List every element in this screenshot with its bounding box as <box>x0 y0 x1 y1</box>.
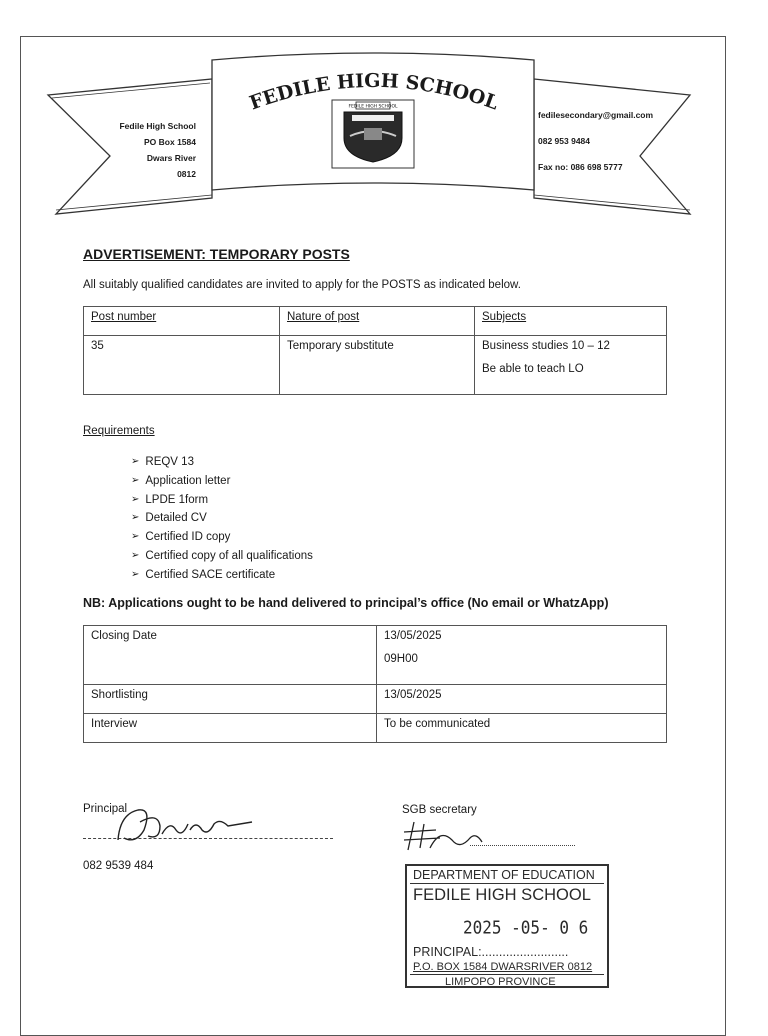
nature-cell: Temporary substitute <box>280 336 475 395</box>
stamp-province: LIMPOPO PROVINCE <box>445 976 556 988</box>
list-item: ➢ Detailed CV <box>131 509 313 528</box>
advert-intro: All suitably qualified candidates are invited to apply for the POSTS as indicated below. <box>83 279 521 291</box>
arrow-bullet-icon: ➢ <box>131 456 140 467</box>
subject-line: Business studies 10 – 12 <box>482 340 610 352</box>
header-cell: Nature of post <box>280 307 475 336</box>
arrow-bullet-icon: ➢ <box>131 568 140 580</box>
address-line: Dwars River <box>146 153 196 163</box>
crest-text: FEDILE HIGH SCHOOL <box>348 104 398 110</box>
address-line: 0812 <box>177 169 196 179</box>
email-text: fedilesecondary@gmail.com <box>538 110 654 120</box>
list-item: ➢ Certified copy of all qualifications <box>131 547 313 566</box>
list-item: ➢ LPDE 1form <box>131 491 313 510</box>
principal-label: Principal <box>83 803 128 815</box>
department-stamp <box>405 864 609 988</box>
header-cell: Post number <box>84 307 280 336</box>
post-number-cell: 35 <box>84 336 280 395</box>
closing-value <box>377 626 667 685</box>
school-name: FEDILE HIGH SCHOOL <box>246 69 502 115</box>
table-row <box>84 626 667 685</box>
school-address <box>119 118 196 182</box>
subject-line: Be able to teach LO <box>482 363 584 375</box>
principal-signature <box>112 800 262 848</box>
subjects-cell <box>475 336 667 395</box>
arrow-bullet-icon: ➢ <box>131 474 140 486</box>
stamp-school: FEDILE HIGH SCHOOL <box>413 886 591 904</box>
list-item: ➢ REQV 13 <box>131 453 313 472</box>
table-row <box>84 336 667 395</box>
interview-value: To be communicated <box>377 714 667 743</box>
posts-table <box>83 306 667 395</box>
arrow-bullet-icon: ➢ <box>131 512 140 524</box>
phone-text: 082 953 9484 <box>538 136 590 146</box>
nb-note: NB: Applications ought to be hand delivered to principal’s office (No email or WhatzApp) <box>83 596 609 610</box>
fax-text: Fax no: 086 698 5777 <box>538 162 623 172</box>
table-row <box>84 685 667 714</box>
sgb-label: SGB secretary <box>402 804 477 816</box>
sgb-signature <box>400 818 500 854</box>
closing-time: 09H00 <box>384 653 418 665</box>
stamp-address: P.O. BOX 1584 DWARSRIVER 0812 <box>413 961 593 973</box>
closing-label: Closing Date <box>84 626 377 685</box>
requirements-title: Requirements <box>83 425 155 437</box>
stamp-department: DEPARTMENT OF EDUCATION <box>413 868 595 882</box>
list-item: ➢ Certified SACE certificate <box>131 566 313 585</box>
header-cell: Subjects <box>475 307 667 336</box>
shortlisting-label: Shortlisting <box>84 685 377 714</box>
shortlisting-date: 13/05/2025 <box>377 685 667 714</box>
table-row <box>84 714 667 743</box>
stamp-principal: PRINCIPAL:......................... <box>413 945 569 959</box>
arrow-bullet-icon: ➢ <box>131 493 140 505</box>
school-contact <box>538 102 653 180</box>
requirements-list <box>131 453 313 585</box>
list-item: ➢ Application letter <box>131 472 313 491</box>
dates-table <box>83 625 667 743</box>
address-line: Fedile High School <box>119 121 196 131</box>
school-crest-icon <box>330 98 416 170</box>
principal-phone: 082 9539 484 <box>83 860 154 872</box>
interview-label: Interview <box>84 714 377 743</box>
address-line: PO Box 1584 <box>144 137 196 147</box>
table-header-row <box>84 307 667 336</box>
closing-date: 13/05/2025 <box>384 630 442 642</box>
list-item: ➢ Certified ID copy <box>131 528 313 547</box>
stamp-date: 2025 -05- 0 6 <box>463 917 589 938</box>
arrow-bullet-icon: ➢ <box>131 531 140 543</box>
advert-title: ADVERTISEMENT: TEMPORARY POSTS <box>83 246 350 262</box>
arrow-bullet-icon: ➢ <box>131 549 140 561</box>
